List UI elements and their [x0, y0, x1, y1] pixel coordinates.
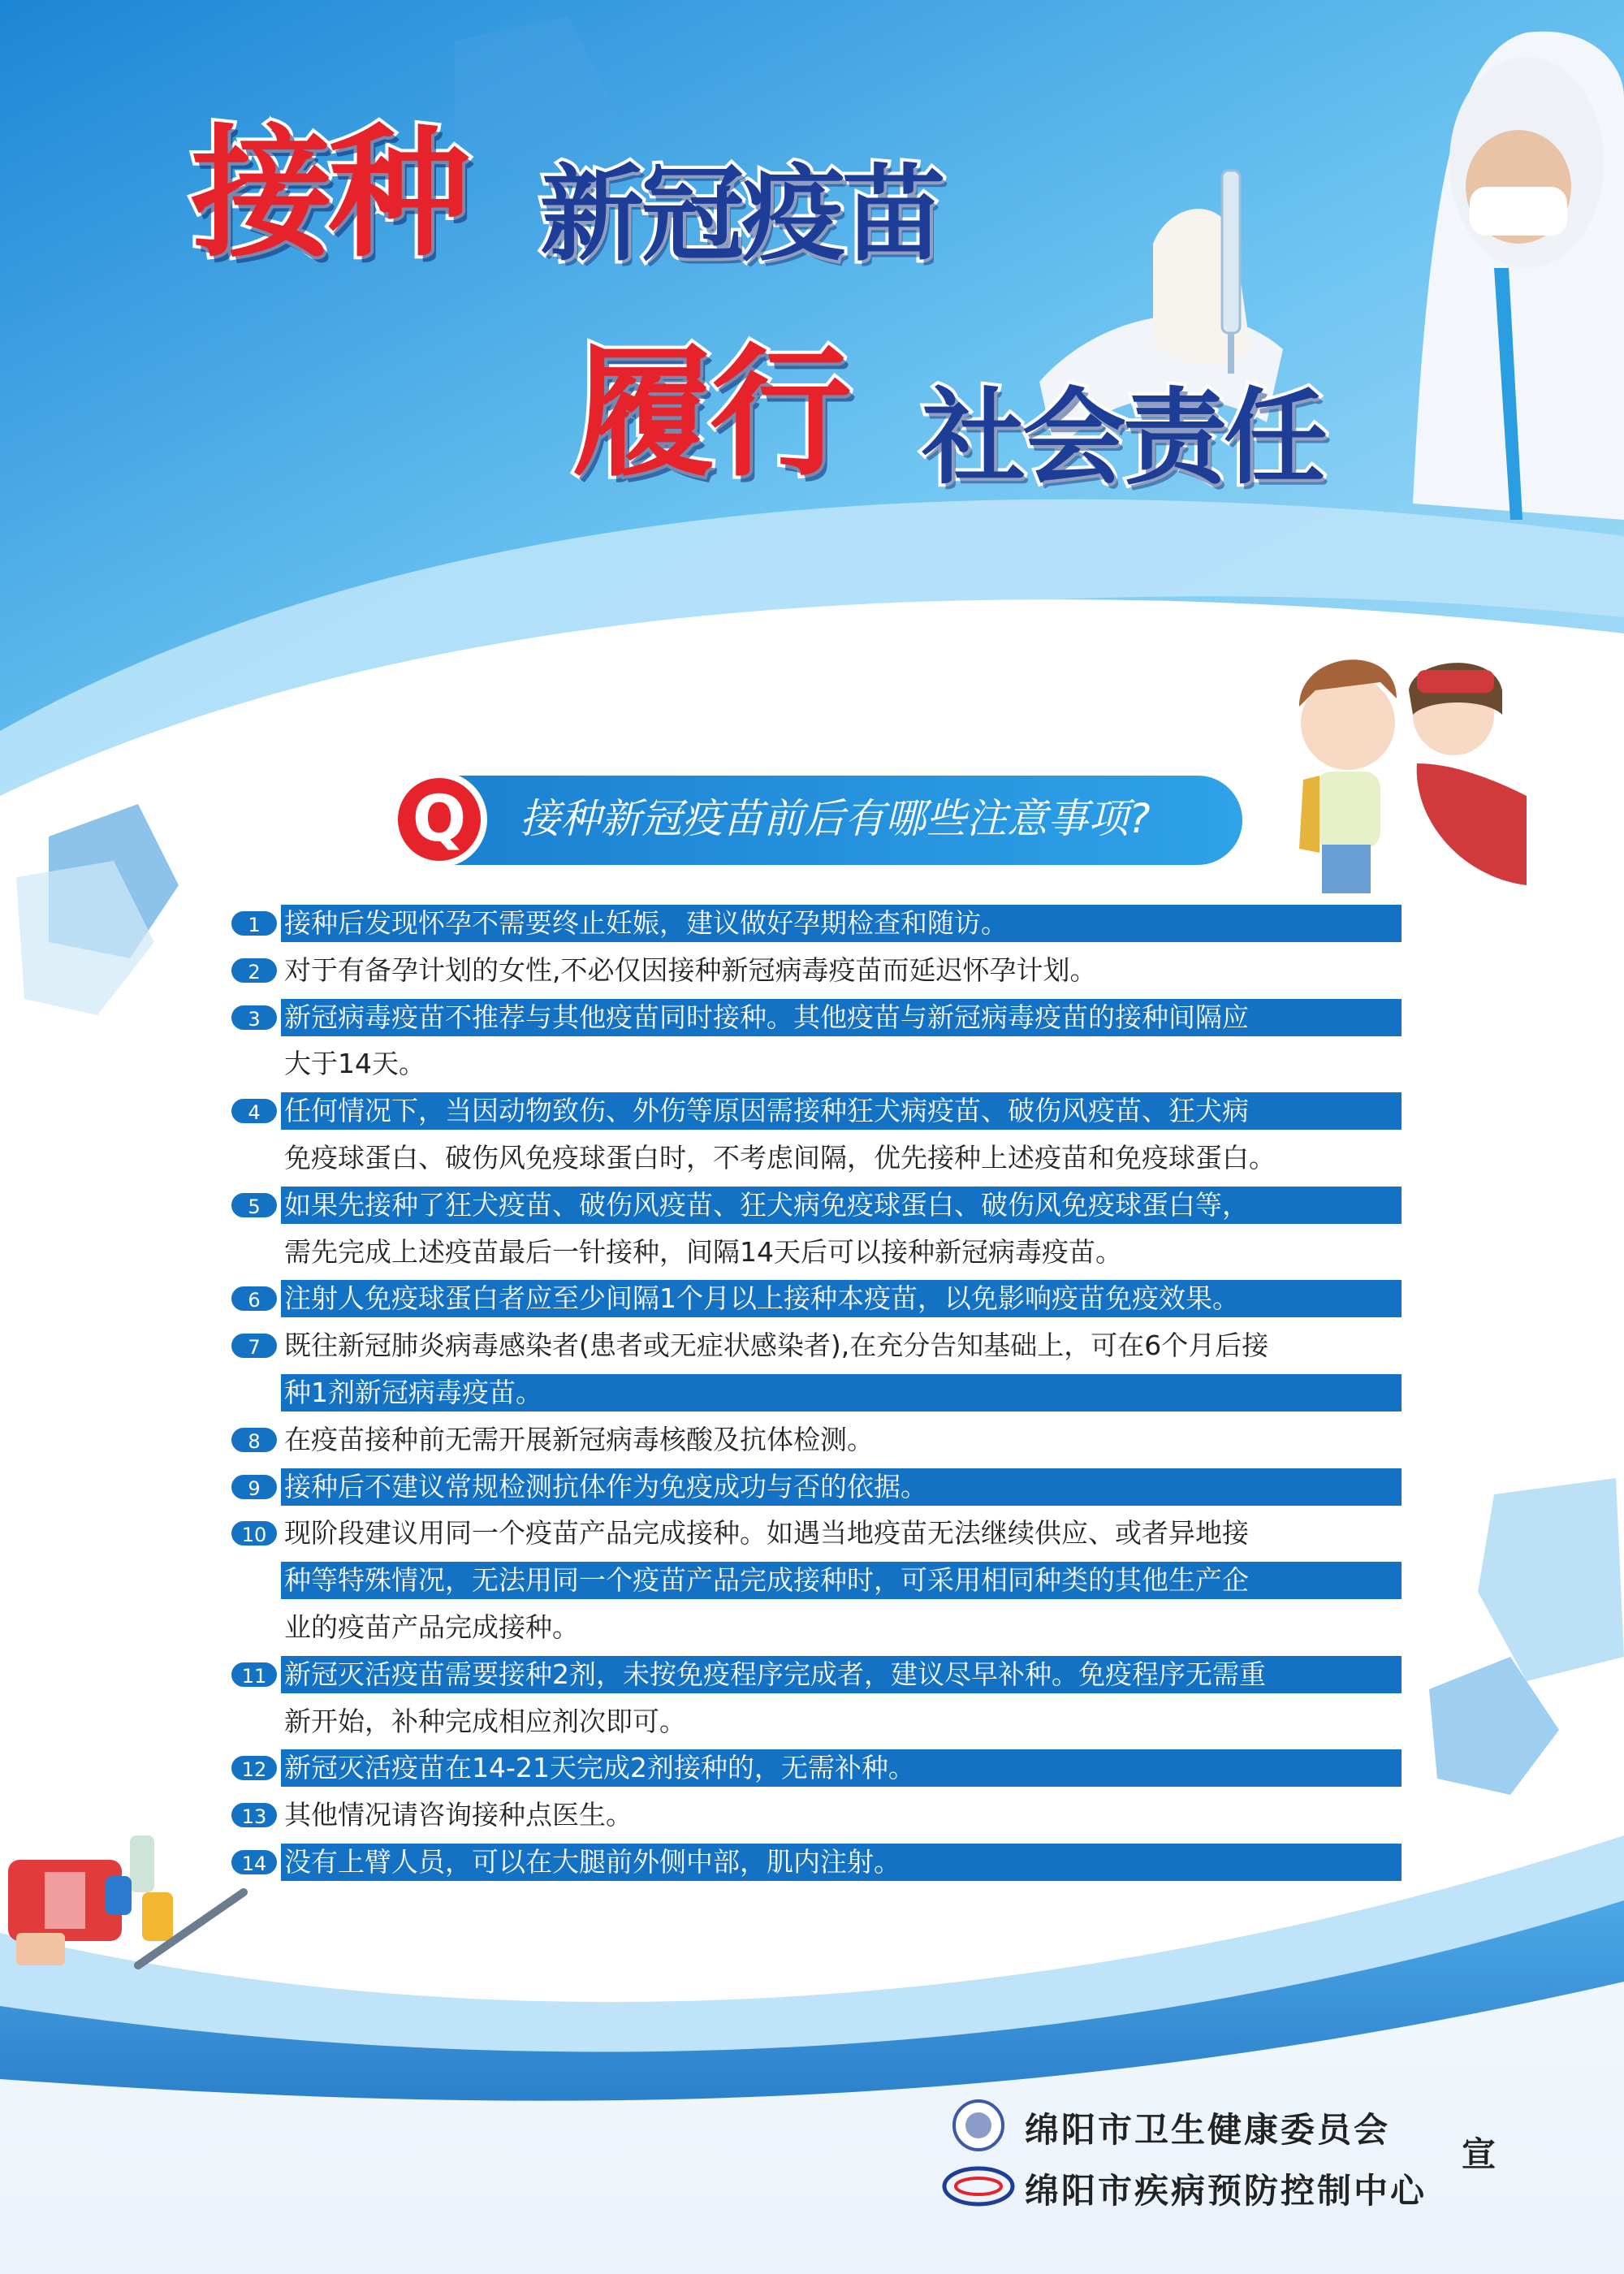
item-text-line: 接种后发现怀孕不需要终止妊娠，建议做好孕期检查和随访。 [281, 905, 1402, 942]
item-text-line: 没有上臂人员，可以在大腿前外侧中部，肌内注射。 [281, 1844, 1402, 1881]
item-text-line: 注射人免疫球蛋白者应至少间隔1个月以上接种本疫苗，以免影响疫苗免疫效果。 [281, 1280, 1402, 1317]
item-text-line: 如果先接种了狂犬疫苗、破伤风疫苗、狂犬病免疫球蛋白、破伤风免疫球蛋白等， [281, 1187, 1402, 1224]
question-text: 接种新冠疫苗前后有哪些注意事项? [520, 795, 1151, 842]
item-number-badge: 13 [230, 1801, 279, 1829]
item-number-badge: 8 [230, 1426, 279, 1454]
item-number-badge: 3 [230, 1004, 279, 1031]
item-text-line: 需先完成上述疫苗最后一针接种，间隔14天后可以接种新冠病毒疫苗。 [284, 1235, 1122, 1268]
item-text-line: 免疫球蛋白、破伤风免疫球蛋白时，不考虑间隔，优先接种上述疫苗和免疫球蛋白。 [284, 1142, 1276, 1174]
item-number-badge: 10 [230, 1520, 279, 1547]
item-number-badge: 6 [230, 1285, 279, 1312]
item-number-badge: 14 [230, 1848, 279, 1876]
item-number-badge: 1 [230, 910, 279, 937]
item-number-badge: 4 [230, 1097, 279, 1125]
item-text-line: 接种后不建议常规检测抗体作为免疫成功与否的依据。 [281, 1468, 1402, 1506]
item-number-badge: 11 [230, 1661, 279, 1688]
item-number-badge: 5 [230, 1191, 279, 1219]
item-number-badge: 12 [230, 1754, 279, 1782]
item-text-line: 新冠灭活疫苗在14-21天完成2剂接种的，无需补种。 [281, 1749, 1402, 1787]
issuer-health-commission: 绵阳市卫生健康委员会 [1025, 2110, 1391, 2150]
item-text-line: 任何情况下，当因动物致伤、外伤等原因需接种狂犬病疫苗、破伤风疫苗、狂犬病 [281, 1092, 1402, 1130]
item-text-line: 新开始，补种完成相应剂次即可。 [284, 1705, 686, 1737]
title-line2-blue: 社会责任 [922, 378, 1325, 499]
issuer-block [950, 2091, 1518, 2213]
q-badge: Q [391, 772, 487, 867]
item-text-line: 其他情况请咨询接种点医生。 [284, 1799, 633, 1831]
item-text-line: 大于14天。 [284, 1048, 425, 1080]
item-text-line: 种等特殊情况，无法用同一个疫苗产品完成接种时，可采用相同种类的其他生产企 [281, 1562, 1402, 1599]
item-number-badge: 2 [230, 957, 279, 984]
item-text-line: 种1剂新冠病毒疫苗。 [281, 1374, 1402, 1412]
item-text-line: 新冠病毒疫苗不推荐与其他疫苗同时接种。其他疫苗与新冠病毒疫苗的接种间隔应 [281, 999, 1402, 1036]
item-text-line: 新冠灭活疫苗需要接种2剂，未按免疫程序完成者，建议尽早补种。免疫程序无需重 [281, 1656, 1402, 1693]
item-text-line: 对于有备孕计划的女性,不必仅因接种新冠病毒疫苗而延迟怀孕计划。 [284, 953, 1097, 986]
item-text-line: 业的疫苗产品完成接种。 [284, 1611, 579, 1643]
title-line1-blue: 新冠疫苗 [540, 154, 944, 275]
item-text-line: 既往新冠肺炎病毒感染者(患者或无症状感染者),在充分告知基础上，可在6个月后接 [284, 1329, 1269, 1362]
item-number-badge: 7 [230, 1332, 279, 1360]
item-text-line: 在疫苗接种前无需开展新冠病毒核酸及抗体检测。 [284, 1423, 874, 1455]
publish-mark: 宣 [1462, 2134, 1497, 2174]
title-line1-red: 接种 [191, 112, 465, 277]
title-line2-red: 履行 [572, 331, 847, 496]
item-text-line: 现阶段建议用同一个疫苗产品完成接种。如遇当地疫苗无法继续供应、或者异地接 [284, 1517, 1249, 1550]
item-number-badge: 9 [230, 1473, 279, 1501]
issuer-cdc: 绵阳市疾病预防控制中心 [1025, 2171, 1427, 2211]
